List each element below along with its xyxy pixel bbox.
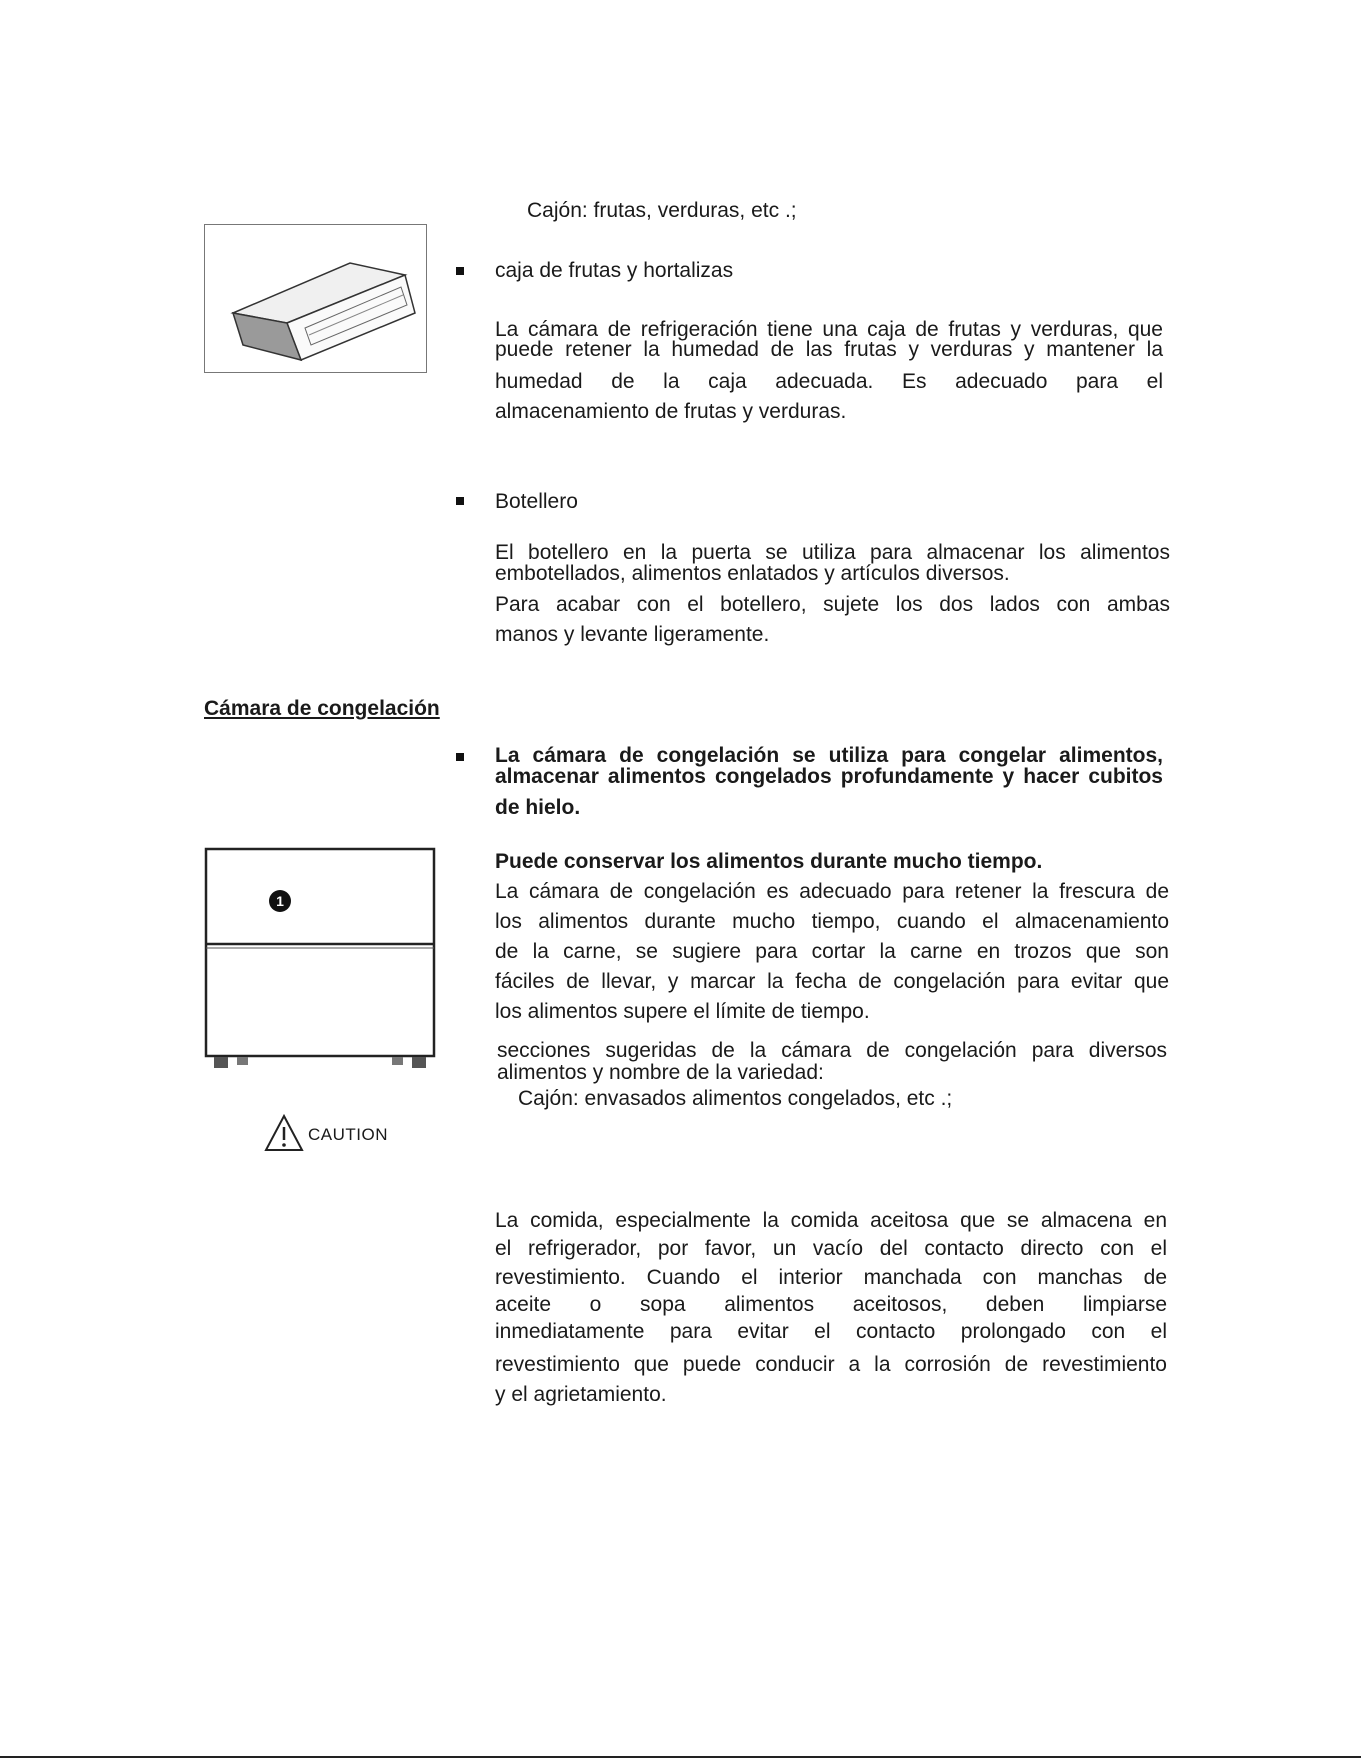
freezer-subheading: Puede conservar los alimentos durante mucho tiempo. <box>495 850 1043 873</box>
caution-line-3: revestimiento. Cuando el interior manchada con manchas de <box>495 1266 1167 1289</box>
crisper-drawer-icon <box>205 225 426 372</box>
crisper-line-3: humedad de la caja adecuada. Es adecuado para el <box>495 370 1163 393</box>
freezer-sections-line-2: alimentos y nombre de la variedad: <box>497 1061 824 1084</box>
bullet-icon <box>456 497 464 505</box>
freezer-heading: Cámara de congelación <box>204 697 440 720</box>
crisper-title: caja de frutas y hortalizas <box>495 259 734 282</box>
caution-line-4: aceite o sopa alimentos aceitosos, deben limpiarse <box>495 1293 1167 1316</box>
crisper-drawer-figure <box>204 224 427 373</box>
bullet-icon <box>456 267 464 275</box>
bottle-rack-line-4: manos y levante ligeramente. <box>495 623 770 646</box>
freezer-sections-line-1: secciones sugeridas de la cámara de congelación para diversos <box>497 1039 1167 1062</box>
freezer-intro-line-1: La cámara de congelación se utiliza para congelar alimentos, <box>495 744 1163 767</box>
freezer-figure <box>204 847 438 1072</box>
freezer-intro-line-2: almacenar alimentos congelados profundamente y hacer cubitos <box>495 765 1163 788</box>
crisper-line-2: puede retener la humedad de las frutas y verduras y mantener la <box>495 338 1163 361</box>
caution-line-2: el refrigerador, por favor, un vacío del contacto directo con el <box>495 1237 1167 1260</box>
freezer-figure-label: 1 <box>276 893 284 909</box>
freezer-body-line-1: La cámara de congelación es adecuado para retener la frescura de <box>495 880 1169 903</box>
bottle-rack-title: Botellero <box>495 490 578 513</box>
freezer-body-line-2: los alimentos durante mucho tiempo, cuando el almacenamiento <box>495 910 1169 933</box>
bottle-rack-line-3: Para acabar con el botellero, sujete los dos lados con ambas <box>495 593 1170 616</box>
caution-line-7: y el agrietamiento. <box>495 1383 667 1406</box>
bullet-icon <box>456 753 464 761</box>
freezer-body-line-4: fáciles de llevar, y marcar la fecha de congelación para evitar que <box>495 970 1169 993</box>
crisper-line-4: almacenamiento de frutas y verduras. <box>495 400 847 423</box>
bottle-rack-line-1: El botellero en la puerta se utiliza para almacenar los alimentos <box>495 541 1170 564</box>
freezer-body-line-3: de la carne, se sugiere para cortar la carne en trozos que son <box>495 940 1169 963</box>
freezer-drawers-icon <box>204 847 438 1072</box>
caution-line-6: revestimiento que puede conducir a la corrosión de revestimiento <box>495 1353 1167 1376</box>
caution-line-1: La comida, especialmente la comida aceitosa que se almacena en <box>495 1209 1167 1232</box>
fridge-drawer-caption: Cajón: frutas, verduras, etc .; <box>527 199 797 222</box>
freezer-intro-line-3: de hielo. <box>495 796 581 819</box>
footer-rule <box>0 1756 1361 1758</box>
caution-label: CAUTION <box>308 1125 388 1144</box>
caution-line-5: inmediatamente para evitar el contacto prolongado con el <box>495 1320 1167 1343</box>
bottle-rack-line-2: embotellados, alimentos enlatados y artículos diversos. <box>495 562 1010 585</box>
warning-triangle-icon <box>264 1113 304 1153</box>
crisper-line-1: La cámara de refrigeración tiene una caja de frutas y verduras, que <box>495 318 1163 341</box>
freezer-body-line-5: los alimentos supere el límite de tiempo. <box>495 1000 870 1023</box>
freezer-drawer-caption: Cajón: envasados alimentos congelados, etc .; <box>518 1087 953 1110</box>
